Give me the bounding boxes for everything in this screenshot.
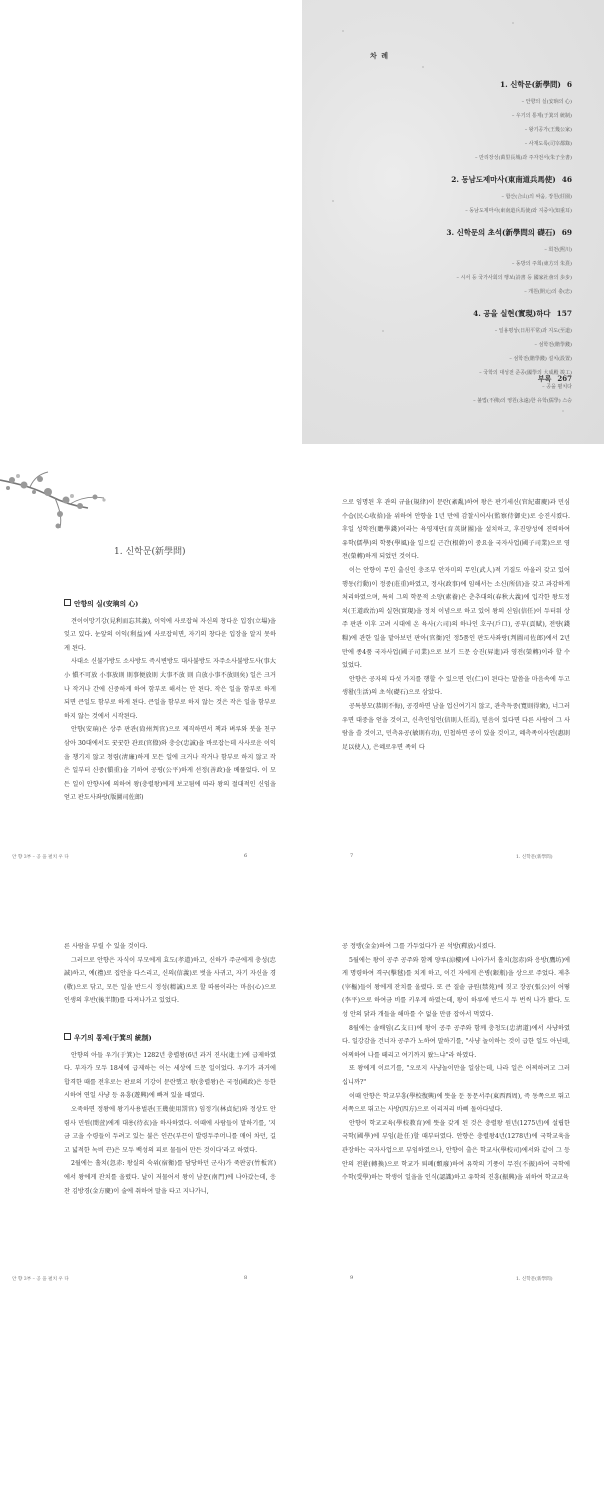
paragraph: 그러므로 안향은 자식이 부모에게 효도(孝道)하고, 신하가 주군에게 충성(忠誠)하고, 예(禮)로 집안을 다스리고, 신의(信義)로 벗을 사귀고, 자기 자신을 경(敬)으로 닦고, 모든 일을 반드시 정성(精誠)으로 할 따름이라는 마음(心)으로 인생의 후반(後半期)를 다져나가고 있었다. <box>64 956 276 1005</box>
chapter-heading: 1. 신학문(新學問) <box>114 547 186 557</box>
toc-chapter-page: 6 <box>566 80 572 89</box>
paper-texture <box>342 30 344 32</box>
running-footer: 안 향 3부 – 공 을 펼치 우 다 <box>12 1277 69 1282</box>
toc-chapter-title: 4. 공을 실현(實現)하다 <box>473 309 551 318</box>
toc-subentry[interactable]: – 공을 펼치다 <box>542 384 572 390</box>
running-footer: 안 향 3부 – 공 을 펼치 우 다 <box>12 855 69 860</box>
section-heading-text: 안향의 실(安珦의 心) <box>74 600 139 608</box>
paragraph: 안향이 학교교육(學校教育)에 뜻을 갖게 된 것은 충렬왕 원년(1275년)에 설립한 국학(國學)에 부임(赴任)할 때부터였다. 안향은 충렬왕4년(1278년)에 국학교육을 관장하는 국자사업으로 부임하였으나, 안향이 출은 학교사(學校司)에서와 같이 그 등안의 전환(轉換)으로 학교가 퇴폐(頹廢)하여 유학의 기풍이 무진(不振)하여 국학에 수학(受學)하는 학생이 일을을 인식(認識)하고 유학의 진흥(振興)을 위하여 학교교육 <box>342 1119 570 1182</box>
toc-subentry[interactable]: – 섬학전(贍學錢) 설치(設置) <box>509 356 572 362</box>
square-bullet-icon <box>64 1033 71 1040</box>
paragraph: 사대소 신불가방도 소사방도 즉시변방도 대사불방도 자주소사불방도사(事大小 愼不可放 小事放則 則事便放則 大事不放 則 自放小事不放則矣) 일은 크거나 작거나 간에 신중하게 하여 함부로 해서는 안 된다. 작은 일을 함부로 하게 되면 큰일도 함부로 하게 된다. 큰일을 함부로 하지 않는 것은 작은 일을 함부로 하지 않는 것에서 시작된다. <box>64 658 276 720</box>
toc-chapter-page: 46 <box>561 175 572 184</box>
toc-subentry[interactable]: – 왕기공가(王幾公家) <box>524 127 572 133</box>
paragraph: 안향은 공자의 다섯 가지를 행할 수 있으면 인(仁)이 된다는 말씀을 마음속에 두고 생활(生活)의 초석(礎石)으로 삼았다. <box>342 675 570 697</box>
page-7-body <box>342 496 570 754</box>
paragraph: 안향(安珦)은 상주 판관(尙州判官)으로 제직하면서 책과 벼루와 붓을 친구 삼아 30대에서도 꿋꿋한 관료(官僚)와 충승(忠誠)을 바로잡는데 사사로운 이익을 챙기지 않고 청렴(淸廉)하게 모든 일에 크거나 작거나 함부로 하지 않고 작은 일부터 신중(愼重)을 기하여 공평(公平)하게 선정(善政)을 베풀었다. 이 모든 일이 안향사에 의하여 왕(충렬왕)에게 보고됨에 따라 왕의 절대적인 신임을 얻고 판도사좌랑(版圖司佐郎) <box>64 726 276 802</box>
toc-chapter-title: 2. 동남도제마사(東南道兵馬使) <box>451 175 556 184</box>
toc-page <box>302 0 604 444</box>
page-7 <box>302 470 604 866</box>
toc-chapter-entry[interactable] <box>332 309 572 318</box>
paragraph: 른 사람을 부릴 수 있을 것이다. <box>64 943 148 950</box>
toc-subentry[interactable]: – 안향의 실(安珦의 心) <box>521 99 572 105</box>
section-heading-text: 우기의 통제(于箕의 統制) <box>74 1033 152 1042</box>
paragraph: 또 왕에게 이르기를, "오로지 사냥놀이만을 일삼는데, 나라 일은 어찌하려고 그러십니까?" <box>342 1065 570 1086</box>
page-8 <box>0 890 302 1290</box>
toc-chapter-entry[interactable] <box>332 80 572 89</box>
toc-subentry[interactable]: – 만리장성(萬里長城)과 주자전서(朱子全書) <box>475 155 572 161</box>
running-footer: 1. 신학문(新學問) <box>516 1277 553 1282</box>
toc-chapter-group <box>332 80 572 161</box>
paragraph: 5월에는 왕이 공주 공주와 함께 양루(涼樓)에 나아가서 홀치(忽赤)와 응방(鷹坊)에게 명령하여 격구(擊毬)를 치게 하고, 이긴 자에게 은병(銀瓶)을 상으로 주었다. 제추(宰樞)들이 왕에게 잔치를 올렸다. 또 큰 질솥 금원(禁苑)에 짓고 장공(張公)이 어떻(李平)으로 하여금 비를 키우게 하였는데, 왕이 하루에 반드시 두 번씩 나가 봤다. 도성 안의 닭과 개들을 해마를 수 없을 만큼 잡아서 먹였다. <box>342 956 570 1018</box>
toc-chapter-entry[interactable] <box>332 228 572 237</box>
toc-subentry[interactable]: – 사재도록(司宰都錄) <box>524 141 572 147</box>
toc-chapter-page: 69 <box>561 228 572 237</box>
running-footer: 1. 신학문(新學問) <box>516 855 553 860</box>
paragraph: 공 정탱(金金)하여 그를 가두었다가 곧 석방(釋放)시켰다. <box>342 943 496 950</box>
toc-appendix[interactable] <box>538 374 572 384</box>
toc-chapter-group <box>332 175 572 214</box>
toc-subentry[interactable]: – 동남도제마사(東南道兵馬使)와 지중이(知重耳) <box>465 208 572 214</box>
page-number: 9 <box>350 1275 354 1281</box>
toc-subentry[interactable]: – 동방의 주희(東方의 朱熹) <box>511 261 572 267</box>
spacer <box>64 1008 276 1032</box>
paragraph: 이는 안향이 무인 출신인 충조부 안자미의 무인(武人)적 기질도 아울러 갖고 있어 행동(行動)이 정중(莊重)하였고, 정사(政事)에 임해서는 소신(所信)을 갖고 과감하게 처리하였으며, 특히 그의 학문적 소양(素養)은 춘추대의(春秋大義)에 입각한 왕도정치(王道政治)의 실현(實現)을 정치 이념으로 하고 있어 왕의 신임(信任)이 두터워 상주 판관 이후 고려 시대에 온 육사(六司)의 하나인 호구(戶口), 공부(貢賦), 전량(錢糧)에 관한 일을 맡아보던 판아(官衙)인 정5품인 판도사좌랑(判圖司佐郎)에서 2년 만에 종4품 국자사업(國子司業)으로 보기 드문 승진(昇進)과 영전(榮轉)이라 할 수 있었다. <box>342 566 570 670</box>
toc-subentry[interactable]: – 섬학전(贍學錢) <box>534 342 572 348</box>
toc-chapter-group <box>332 309 572 404</box>
page-9 <box>302 890 604 1290</box>
page-6 <box>0 470 302 866</box>
toc-chapter-group <box>332 228 572 295</box>
toc-appendix-label: 부록 <box>537 374 552 383</box>
page-number: 7 <box>350 853 354 859</box>
plum-branch-illustration <box>0 470 120 540</box>
toc-subentry[interactable]: – 개원(開元)의 충(忠) <box>524 289 572 295</box>
toc-subentry[interactable]: – 희천(熙川) <box>544 247 572 253</box>
page-9-body <box>342 940 570 1185</box>
toc-subentry[interactable]: – 시서 등 국가사회의 행보(詩書 등 國家社會의 歩步) <box>456 275 572 281</box>
section-heading <box>64 598 276 612</box>
paragraph: 2월에는 홀치(忽赤: 왕실의 숙위(宿衛)를 담당하던 군사)가 죽판궁(竹板宮)에서 왕에게 잔치를 올렸다. 날이 저물어서 왕이 남문(南門)에 나아갔는데, 응찬 김방경(金方慶)이 술에 취하여 말을 타고 지나가니, <box>64 1160 276 1195</box>
toc-subentry[interactable]: – 불법(不佛)의 영원(永遠)한 유학(儒學) 스승 <box>473 398 572 404</box>
paper-texture <box>512 22 514 24</box>
page-6-body <box>64 598 276 805</box>
paper-texture <box>422 66 424 68</box>
toc-subentry[interactable]: – 국학의 대성전 준공(國學의 大成殿 竣工) <box>479 370 572 376</box>
page-number: 6 <box>244 853 248 859</box>
page-8-body <box>64 940 276 1198</box>
toc-subentry[interactable]: – 일용평상(日用平常)과 지도(至道) <box>494 328 572 334</box>
square-bullet-icon <box>64 599 71 606</box>
toc-subentry[interactable]: – 우기의 통제(于箕의 統制) <box>511 113 572 119</box>
toc-chapter-page: 157 <box>556 309 572 318</box>
toc-subentry[interactable]: – 합산(合山)의 싸움, 장원(莊園) <box>501 194 572 200</box>
paragraph: 8월에는 솔배임(乙支日)에 왕이 공주 공주와 함께 충청도(忠淸道)에서 사냥하였다. 일강감을 건너자 공주가 노하여 말하기를, "사냥 놀이하는 것이 급한 일도 아닌데, 어찌하여 나를 떼리고 여기까지 왔느냐"라 하였다. <box>342 1024 570 1059</box>
paragraph: 견이이망기강(見利而忘其義), 이익에 사로잡혀 자신의 창다운 입장(立場)을 잊고 있다. 눈앞의 이익(利益)에 사로잡히면, 자기의 창다운 입장을 알지 못하게 된다. <box>64 617 276 652</box>
toc-chapter-entry[interactable] <box>332 175 572 184</box>
toc-chapter-title: 3. 신학문의 초석(新學問의 礎石) <box>446 228 556 237</box>
paragraph: 으로 임명된 후 관의 규율(規律)이 문란(紊亂)하여 왕은 판기세신(官紀肅慶)과 민심수습(民心收拾)을 위하여 안향을 1년 만에 감찰시어사(監察侍御史)로 승진시켰다. 후일 성학전(贍學錢)이라는 육영재단(育英財團)을 설치하고, 후진양성에 진력하여 유학(儒學)의 학풍(學風)을 일으킬 근간(根幹)이 중요을 국자사업(國子司業)으로 영전(榮轉)하게 되었던 것이다. <box>342 499 570 561</box>
toc-chapter-title: 1. 신학문(新學問) <box>499 80 561 89</box>
section-heading <box>64 1032 276 1046</box>
paragraph: 공특봉모(恭則不侮), 공경하면 남을 업신여기지 않고, 관측득중(寬則得衆), 너그러우면 대중을 얻을 것이고, 신측인임언(信則人任焉), 믿음이 있다면 다른 사람이 그 사람을 쓸 것이고, 민측유공(敏則有功), 민첩하면 공이 있을 것이고, 혜측족이사인(惠則足以使人), 은혜로우면 족히 다 <box>342 702 570 751</box>
paragraph: 오죽하면 정왕에 왕기사용벌관(王幾使用罰官) 임정기(林貞紀)와 정상도 안렴사 민원(閔萱)에게 대용(待衣)을 하사하였다. 이때에 사람들이 말하기를, '지금 고을 수령들이 두려고 있는 불은 인끈(부끈이 발령두주머니를 매어 차던, 길고 넓적한 녹비 끈)은 모두 백성의 피로 물들어 만든 것이다'라고 하였다. <box>64 1105 276 1154</box>
toc-appendix-page: 267 <box>557 374 572 383</box>
paragraph: 이때 안향은 학교부흥(學校復興)에 뜻을 둔 동문서주(東西西周), 즉 동쪽으로 뛰고 서쪽으로 뛰고는 사방(四方)으로 이리저리 바삐 돌아다녔다. <box>342 1092 570 1114</box>
page-number: 8 <box>244 1275 248 1281</box>
toc-title: 차 례 <box>370 51 389 60</box>
paragraph: 안향의 아들 우기(于箕)는 1282년 충렬왕(6년 과거 진사(進士)에 급제하였다. 부자가 모두 18세에 급제하는 이는 세상에 드문 일이었다. 우기가 과거에 합격한 때를 전후로는 판료의 기강이 문란했고 왕(충렬왕)은 국정(國政)은 등한시하여 연일 사냥 등 유흥(遊興)에 빠져 있을 때였다. <box>64 1051 276 1100</box>
toc-list <box>332 80 572 418</box>
